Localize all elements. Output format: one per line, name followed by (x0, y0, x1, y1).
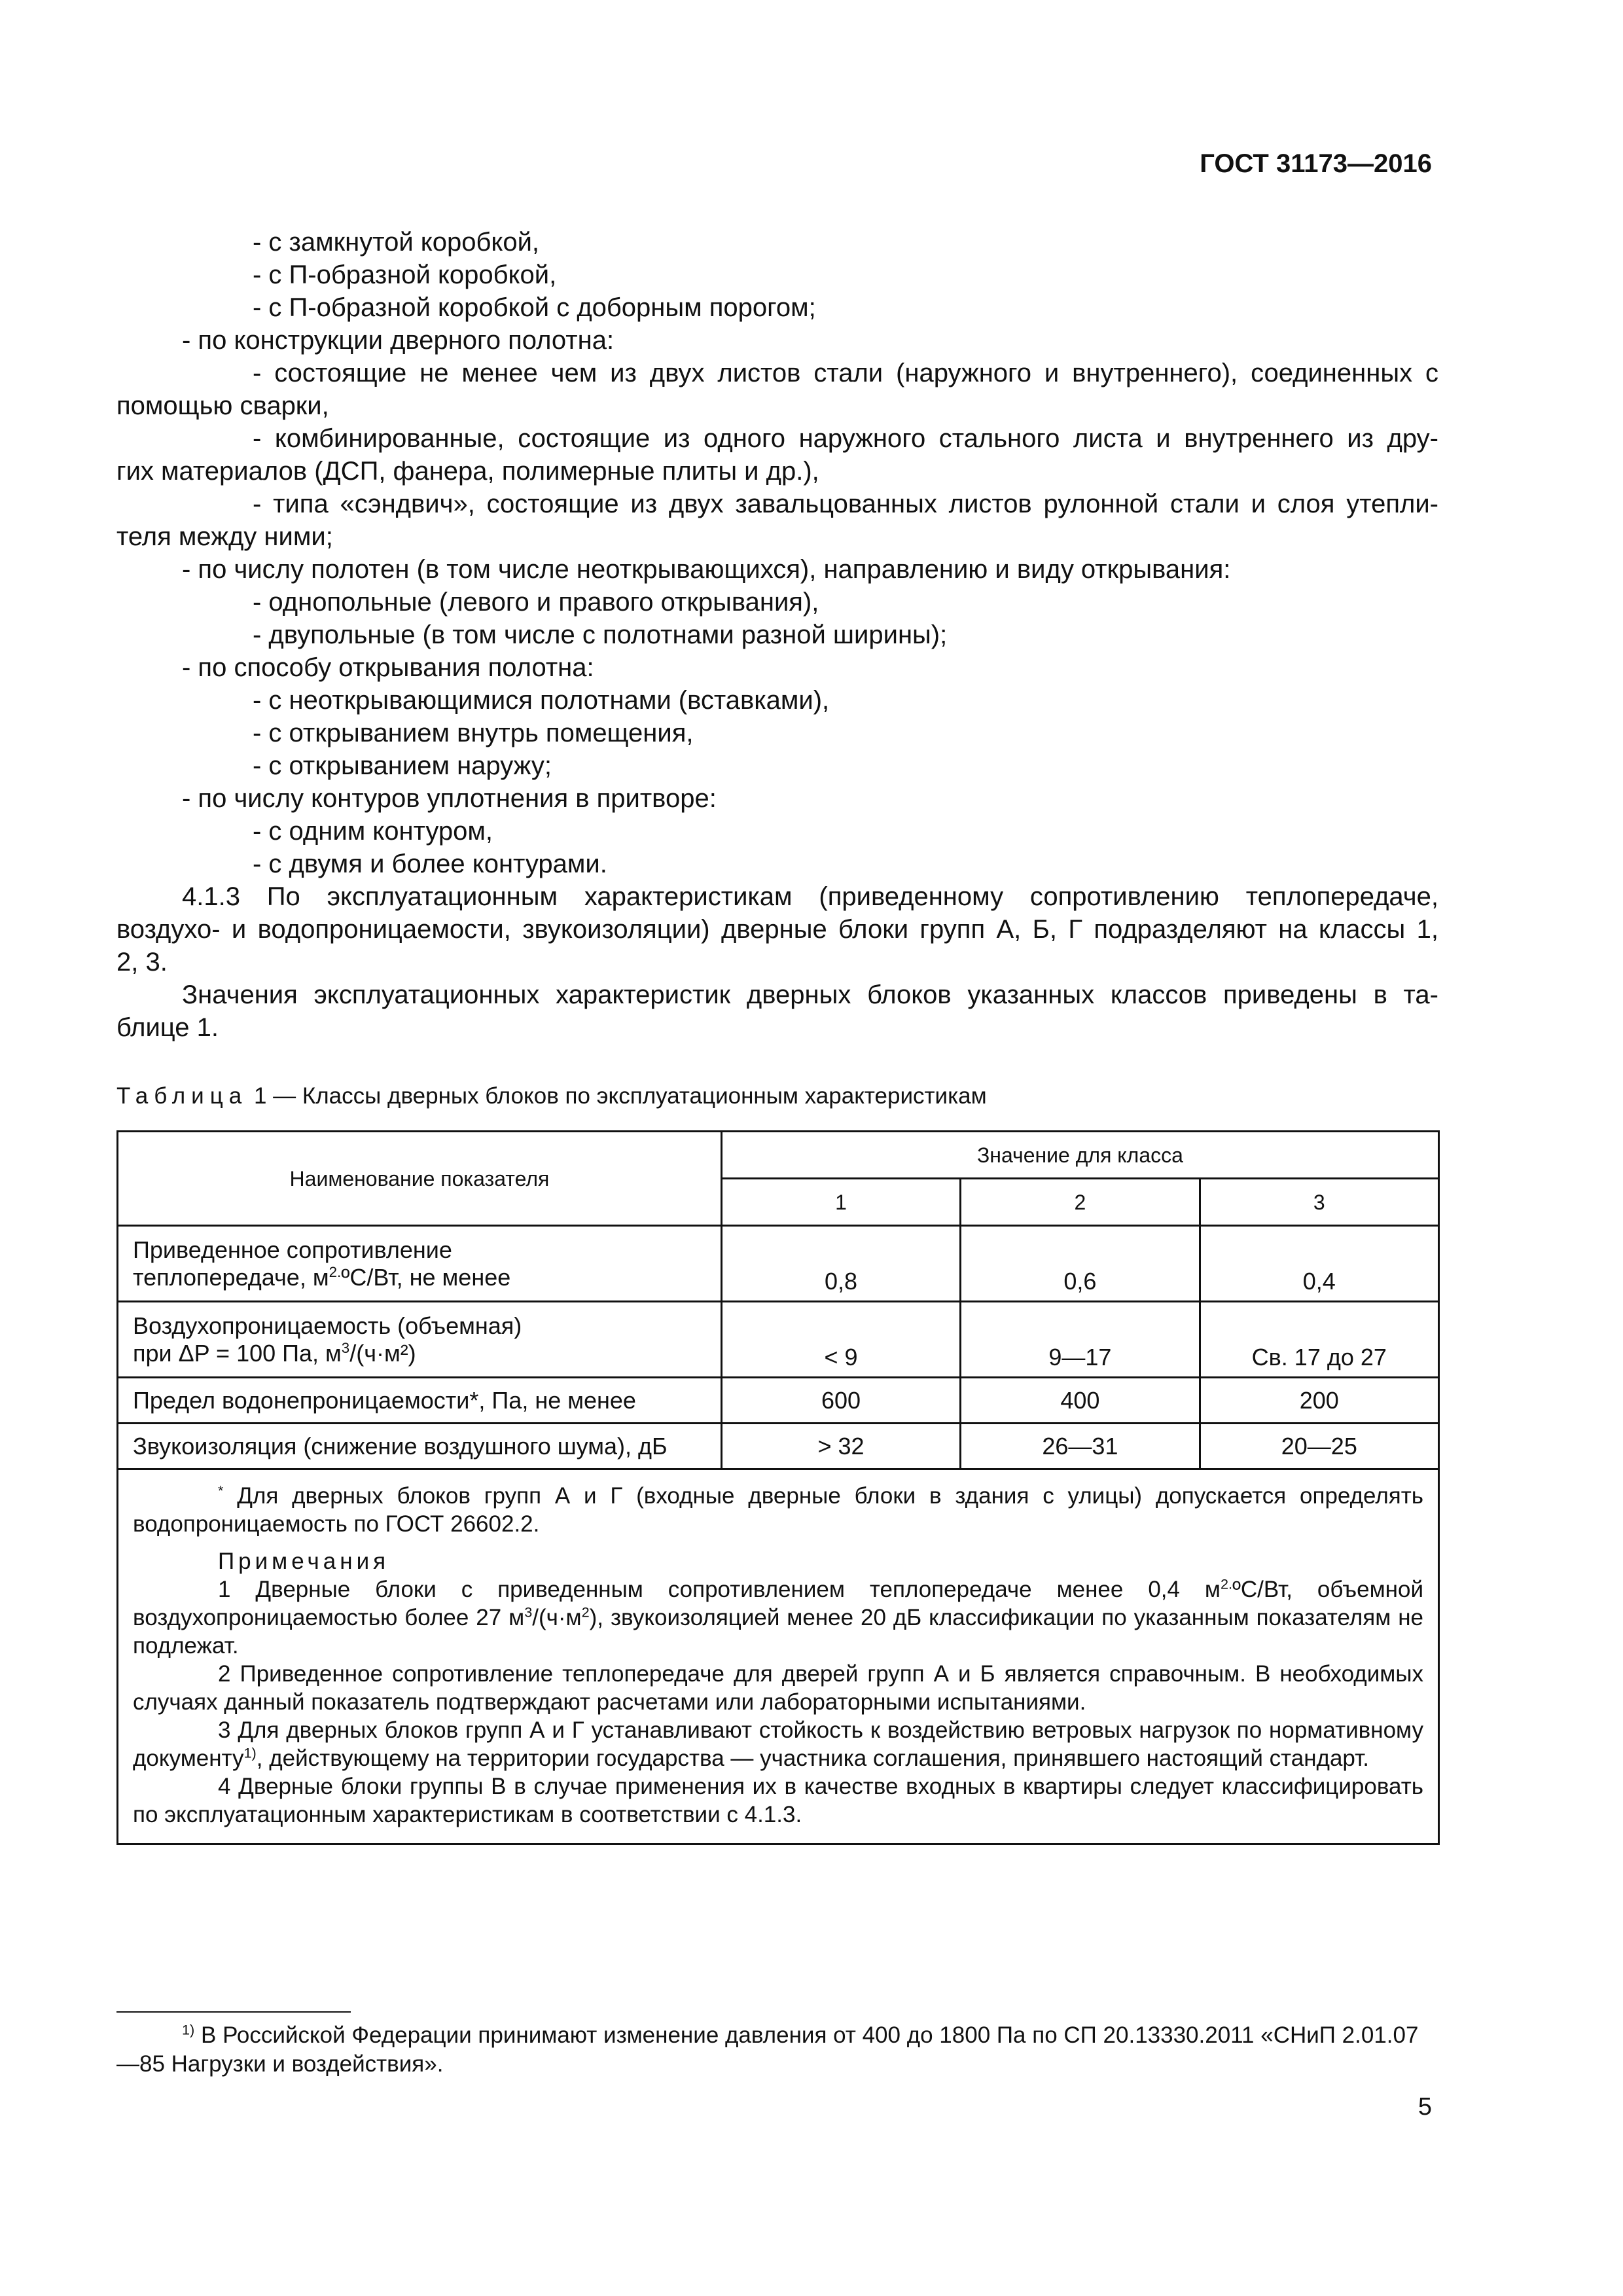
clause-4-1-3: 4.1.3 По эксплуатационным характеристикам (приведенному сопротивлению теплопередаче, (182, 882, 1438, 911)
superscript: 2 (581, 1604, 590, 1621)
notes-title: Примечания (218, 1549, 390, 1574)
list-item: - с неоткрывающимися полотнами (вставками), (253, 686, 830, 715)
note-3 (133, 1716, 1423, 1772)
table-caption-word: Таблица (116, 1083, 248, 1109)
value-cell: 0,8 (721, 1226, 960, 1302)
row-name-part: при ΔP = 100 Па, м (133, 1339, 342, 1367)
list-item-continuation: помощью сварки, (116, 391, 329, 420)
note-part: ºС/Вт, объемной воздухопроницаемостью более 27 м (133, 1577, 1423, 1630)
value-cell: 600 (721, 1378, 960, 1424)
note-part: 3 Для дверных блоков групп А и Г устанавливают стойкость к воздействию ветровых нагрузок по нормативному документу (133, 1717, 1423, 1771)
list-item: - с открыванием внутрь помещения, (253, 719, 694, 747)
list-item: - с одним контуром, (253, 817, 493, 846)
list-item: - с замкнутой коробкой, (253, 228, 540, 257)
table-row (118, 1378, 1439, 1424)
list-item: - по конструкции дверного полотна: (182, 326, 615, 355)
row-name: Предел водонепроницаемости*, Па, не менее (118, 1378, 722, 1424)
value-cell: < 9 (721, 1302, 960, 1378)
footnote-text: В Российской Федерации принимают изменение давления от 400 до 1800 Па по СП 20.13330.2011 «СНиП 2.01.07—85 Нагрузки и воздействия». (116, 2022, 1419, 2077)
note-part: ), звукоизоляцией менее 20 дБ классификации по указанным показателям не подлежат. (133, 1605, 1423, 1659)
list-item: - двупольные (в том числе с полотнами разной ширины); (253, 620, 948, 649)
list-item: - по числу полотен (в том числе неоткрывающихся), направлению и виду открывания: (182, 555, 1231, 584)
table-caption-text: 1 — Классы дверных блоков по эксплуатационным характеристикам (247, 1083, 987, 1109)
list-item: - типа «сэндвич», состоящие из двух завальцованных листов рулонной стали и слоя утепли- (253, 490, 1438, 518)
value-cell: > 32 (721, 1424, 960, 1469)
list-item-continuation: теля между ними; (116, 522, 333, 551)
value-cell: 26—31 (961, 1424, 1200, 1469)
list-item: - состоящие не менее чем из двух листов стали (наружного и внутреннего), соединенных с (253, 359, 1438, 387)
note-part: , действующему на территории государства — участника соглашения, принявшего настоящий стандарт. (256, 1746, 1369, 1771)
row-name (118, 1302, 722, 1378)
row-name-line: Воздухопроницаемость (объемная) (133, 1312, 522, 1339)
class-header-3: 3 (1200, 1179, 1438, 1226)
note-part: 1 Дверные блоки с приведенным сопротивлением теплопередаче менее 0,4 м (218, 1577, 1221, 1602)
class-header-1: 1 (721, 1179, 960, 1226)
page-footnote (116, 2021, 1438, 2079)
value-cell: 0,6 (961, 1226, 1200, 1302)
list-item: - с открыванием наружу; (253, 751, 552, 780)
row-name (118, 1226, 722, 1302)
row-name-line (133, 1340, 706, 1367)
list-item: - с П-образной коробкой, (253, 260, 557, 289)
footnote-mark: 1) (182, 2021, 195, 2038)
classes-table (116, 1130, 1440, 1845)
paragraph-line: 2, 3. (116, 948, 168, 977)
note-part: /(ч·м (532, 1605, 582, 1630)
paragraph-line: блице 1. (116, 1013, 219, 1042)
list-item: - однопольные (левого и правого открывания), (253, 588, 819, 617)
note-4: 4 Дверные блоки группы В в случае применения их в качестве входных в квартиры следует классифицировать по эксплуатационным характеристикам в соответствии с 4.1.3. (133, 1774, 1423, 1827)
list-item: - по числу контуров уплотнения в притворе: (182, 784, 717, 813)
superscript: 1) (243, 1744, 257, 1761)
row-name-part: ºС/Вт, не менее (341, 1263, 511, 1291)
paragraph-line: Значения эксплуатационных характеристик дверных блоков указанных классов приведены в та- (182, 980, 1438, 1009)
note-1 (133, 1575, 1423, 1660)
value-cell: Св. 17 до 27 (1200, 1302, 1438, 1378)
list-item-continuation: гих материалов (ДСП, фанера, полимерные плиты и др.), (116, 457, 819, 486)
list-item: - комбинированные, состоящие из одного наружного стального листа и внутреннего из дру- (253, 424, 1438, 453)
list-item: - по способу открывания полотна: (182, 653, 594, 682)
table-row (118, 1424, 1439, 1469)
value-cell: 400 (961, 1378, 1200, 1424)
table-notes-row (118, 1469, 1439, 1844)
list-item: - с П-образной коробкой с доборным порогом; (253, 293, 816, 322)
notes-cell (118, 1469, 1439, 1844)
table-footnote-text: Для дверных блоков групп А и Г (входные дверные блоки в здания с улицы) допускается определять водопроницаемость по ГОСТ 26602.2. (133, 1483, 1423, 1537)
table-footnote (133, 1482, 1423, 1538)
table-row (118, 1302, 1439, 1378)
row-name-part: /(ч·м²) (349, 1339, 416, 1367)
row-name-part: теплопередаче, м (133, 1263, 329, 1291)
row-name-line: Приведенное сопротивление (133, 1236, 452, 1263)
body-text (116, 226, 1438, 1044)
footnote-divider (116, 2011, 351, 2013)
value-cell: 20—25 (1200, 1424, 1438, 1469)
value-cell: 200 (1200, 1378, 1438, 1424)
paragraph-line: воздухо- и водопроницаемости, звукоизоляции) дверные блоки групп А, Б, Г подразделяют на классы 1, (116, 915, 1438, 944)
footnote-mark: * (218, 1482, 224, 1499)
list-item: - с двумя и более контурами. (253, 850, 607, 878)
value-cell: 9—17 (961, 1302, 1200, 1378)
page-number: 5 (1418, 2093, 1432, 2121)
table-row (118, 1226, 1439, 1302)
superscript: 3 (524, 1604, 533, 1621)
header-name-cell: Наименование показателя (118, 1132, 722, 1226)
row-name: Звукоизоляция (снижение воздушного шума), дБ (118, 1424, 722, 1469)
standard-header: ГОСТ 31173—2016 (1200, 149, 1432, 178)
note-2: 2 Приведенное сопротивление теплопередаче для дверей групп А и Б является справочным. В необходимых случаях данный показатель подтверждают расчетами или лабораторными испытаниями. (133, 1661, 1423, 1715)
value-cell: 0,4 (1200, 1226, 1438, 1302)
superscript: 3 (341, 1339, 350, 1356)
superscript: 2. (329, 1263, 342, 1280)
superscript: 2. (1221, 1575, 1233, 1592)
row-name-line (133, 1264, 706, 1291)
class-header-2: 2 (961, 1179, 1200, 1226)
header-value-cell: Значение для класса (721, 1132, 1438, 1179)
table-caption (116, 1083, 987, 1109)
